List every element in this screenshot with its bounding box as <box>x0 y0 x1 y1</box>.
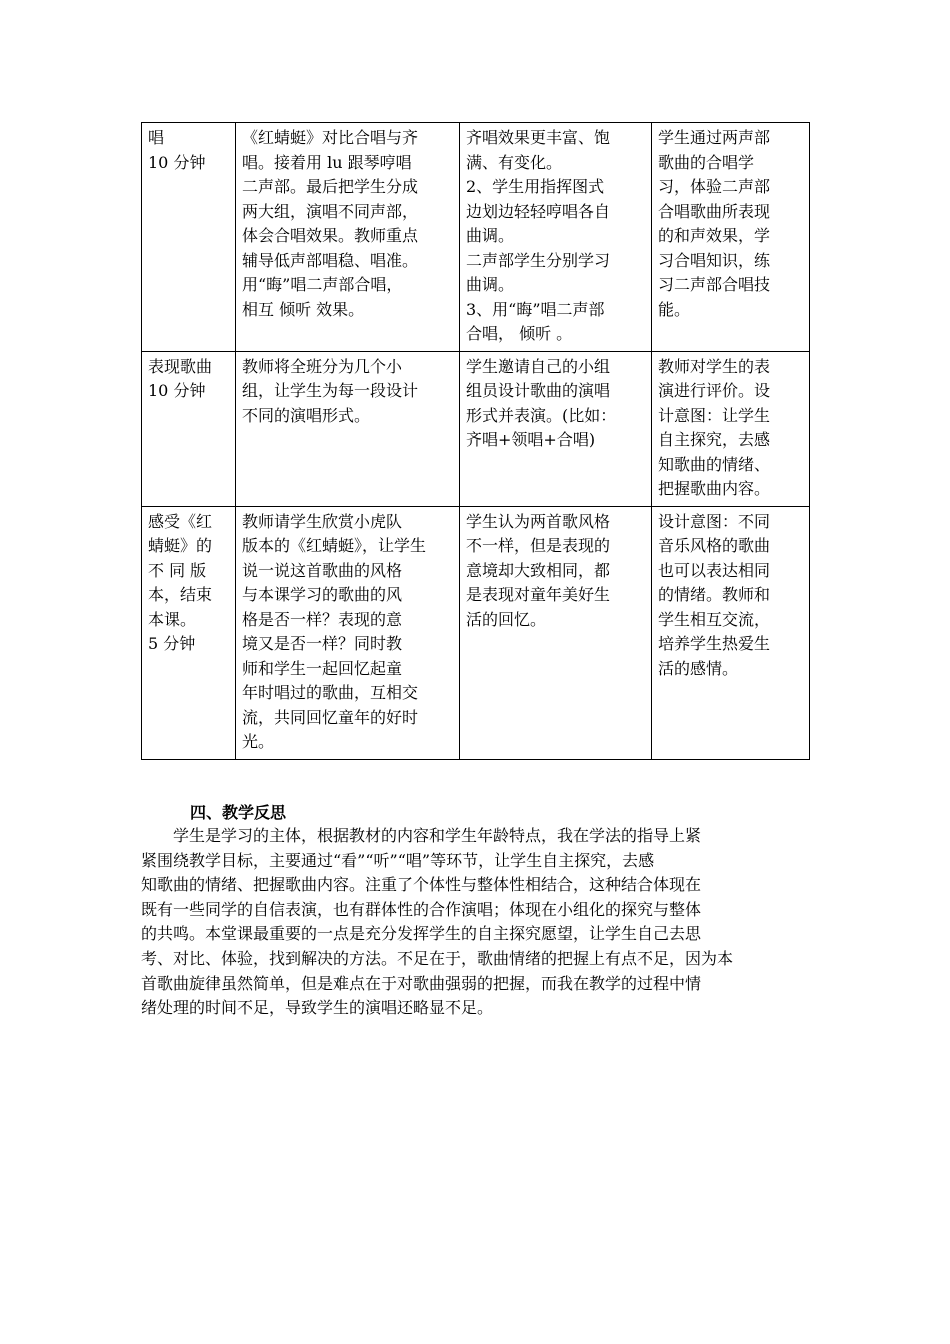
cell-text-line: 用“晦”唱二声部合唱， <box>242 275 403 294</box>
cell-text-line: 组员设计歌曲的演唱 <box>466 381 611 400</box>
cell-text-line: 满、有变化。 <box>466 152 563 172</box>
cell-text-line: 说一说这首歌曲的风格 <box>242 560 403 580</box>
cell-text-line: 齐唱效果更丰富、饱 <box>466 128 611 147</box>
cell-text-line: 不一样，但是表现的 <box>466 536 611 555</box>
cell-text-line: 教师对学生的表 <box>658 356 771 376</box>
cell-text-line: 习二声部合唱技 <box>658 275 771 294</box>
table-cell <box>236 506 460 759</box>
cell-text-line: 的和声效果，学 <box>658 226 771 245</box>
cell-text-line: 把握歌曲内容。 <box>658 479 771 498</box>
table-row <box>142 123 810 352</box>
table-cell <box>236 123 460 352</box>
cell-text-line: 学生邀请自己的小组 <box>466 356 611 376</box>
table-cell <box>652 506 810 759</box>
cell-text-line: 意境却大致相同，都 <box>466 560 611 580</box>
cell-text-line: 版本的《红蜻蜓》，让学生 <box>242 536 427 555</box>
paragraph-line: 知歌曲的情绪、把握歌曲内容。注重了个体性与整体性相结合，这种结合体现在 <box>141 875 702 895</box>
table-cell <box>142 351 236 506</box>
paragraph-line: 学生是学习的主体，根据教材的内容和学生年龄特点，我在学法的指导上紧 <box>173 826 702 845</box>
cell-text-line: 两大组，演唱不同声部， <box>242 201 419 221</box>
table-cell <box>236 351 460 506</box>
cell-text-line: 曲调。 <box>466 275 515 294</box>
cell-text-line: 学生相互交流， <box>658 609 771 629</box>
cell-text-line: 2、学生用指挥图式 <box>466 177 605 196</box>
paragraph-line: 考、对比、体验，找到解决的方法。不足在于，歌曲情绪的把握上有点不足，因为本 <box>141 948 734 968</box>
cell-text-line: 是表现对童年美好生 <box>466 585 611 604</box>
cell-text-line: 不 同 版 <box>148 560 207 580</box>
section-heading: 四、教学反思 <box>190 803 287 822</box>
cell-text-line: 师和学生一起回忆起童 <box>242 658 403 678</box>
table-cell <box>142 506 236 759</box>
cell-text-line: 培养学生热爱生 <box>658 634 771 653</box>
cell-text-line: 10 分钟 <box>148 381 206 400</box>
cell-text-line: 体会合唱效果。教师重点 <box>242 226 419 245</box>
reflection-paragraph <box>141 824 809 1021</box>
cell-text-line: 的情绪。教师和 <box>658 585 771 604</box>
cell-text-line: 不同的演唱形式。 <box>242 405 371 425</box>
cell-text-line: 学生通过两声部 <box>658 128 771 147</box>
cell-text-line: 相互 倾听 效果。 <box>242 299 365 319</box>
cell-text-line: 设计意图：不同 <box>658 511 771 531</box>
table-body <box>142 123 810 760</box>
cell-text-line: 表现歌曲 <box>148 356 213 376</box>
cell-text-line: 教师请学生欣赏小虎队 <box>242 511 403 531</box>
cell-text-line: 5 分钟 <box>148 634 196 653</box>
paragraph-line: 绪处理的时间不足，导致学生的演唱还略显不足。 <box>141 998 494 1018</box>
cell-text-line: 辅导低声部唱稳、唱准。 <box>242 250 419 270</box>
cell-text-line: 教师将全班分为几个小 <box>242 356 403 376</box>
cell-text-line: 学生认为两首歌风格 <box>466 511 611 531</box>
lesson-plan-table <box>141 122 810 760</box>
paragraph-line: 首歌曲旋律虽然简单，但是难点在于对歌曲强弱的把握，而我在教学的过程中情 <box>141 973 702 993</box>
cell-text-line: 演进行评价。设 <box>658 381 771 400</box>
table-cell <box>652 123 810 352</box>
cell-text-line: 合唱歌曲所表现 <box>658 201 771 221</box>
cell-text-line: 歌曲的合唱学 <box>658 152 755 172</box>
cell-text-line: 唱。接着用 lu 跟琴哼唱 <box>242 152 412 172</box>
cell-text-line: 曲调。 <box>466 226 515 245</box>
cell-text-line: 习合唱知识，练 <box>658 250 771 270</box>
cell-text-line: 组，让学生为每一段设计 <box>242 381 419 400</box>
cell-text-line: 3、用“晦”唱二声部 <box>466 299 605 319</box>
cell-text-line: 年时唱过的歌曲，互相交 <box>242 683 419 702</box>
cell-text-line: 能。 <box>658 299 691 319</box>
cell-text-line: 唱 <box>148 128 165 147</box>
table-cell <box>142 123 236 352</box>
cell-text-line: 流，共同回忆童年的好时 <box>242 707 419 727</box>
table-row <box>142 506 810 759</box>
paragraph-line: 既有一些同学的自信表演，也有群体性的合作演唱；体现在小组化的探究与整体 <box>141 899 702 919</box>
cell-text-line: 格是否一样？表现的意 <box>242 609 403 629</box>
cell-text-line: 感受《红 <box>148 511 213 531</box>
table-cell <box>460 506 652 759</box>
cell-text-line: 边划边轻轻哼唱各自 <box>466 201 611 221</box>
cell-text-line: 《红蜻蜓》对比合唱与齐 <box>242 128 419 147</box>
paragraph-line: 的共鸣。本堂课最重要的一点是充分发挥学生的自主探究愿望，让学生自己去思 <box>141 924 702 944</box>
cell-text-line: 活的回忆。 <box>466 609 547 629</box>
table-cell <box>460 123 652 352</box>
paragraph-line: 紧围绕教学目标，主要通过“看”“听”“唱”等环节，让学生自主探究，去感 <box>141 850 655 870</box>
cell-text-line: 活的感情。 <box>658 658 739 678</box>
cell-text-line: 齐唱+领唱+合唱) <box>466 430 596 449</box>
cell-text-line: 形式并表演。(比如： <box>466 405 617 425</box>
cell-text-line: 习，体验二声部 <box>658 177 771 196</box>
cell-text-line: 也可以表达相同 <box>658 560 771 580</box>
cell-text-line: 音乐风格的歌曲 <box>658 536 771 555</box>
cell-text-line: 本，结束 <box>148 585 213 604</box>
cell-text-line: 自主探究，去感 <box>658 430 771 449</box>
table-cell <box>460 351 652 506</box>
cell-text-line: 计意图：让学生 <box>658 405 771 425</box>
cell-text-line: 与本课学习的歌曲的风 <box>242 585 403 604</box>
cell-text-line: 二声部。最后把学生分成 <box>242 177 419 196</box>
table-row <box>142 351 810 506</box>
cell-text-line: 合唱， 倾听 。 <box>466 324 573 343</box>
cell-text-line: 光。 <box>242 732 275 751</box>
cell-text-line: 10 分钟 <box>148 152 206 172</box>
cell-text-line: 境又是否一样？同时教 <box>242 634 403 653</box>
cell-text-line: 知歌曲的情绪、 <box>658 454 771 474</box>
cell-text-line: 本课。 <box>148 609 197 629</box>
cell-text-line: 二声部学生分别学习 <box>466 250 611 270</box>
table-cell <box>652 351 810 506</box>
cell-text-line: 蜻蜓》的 <box>148 536 213 555</box>
